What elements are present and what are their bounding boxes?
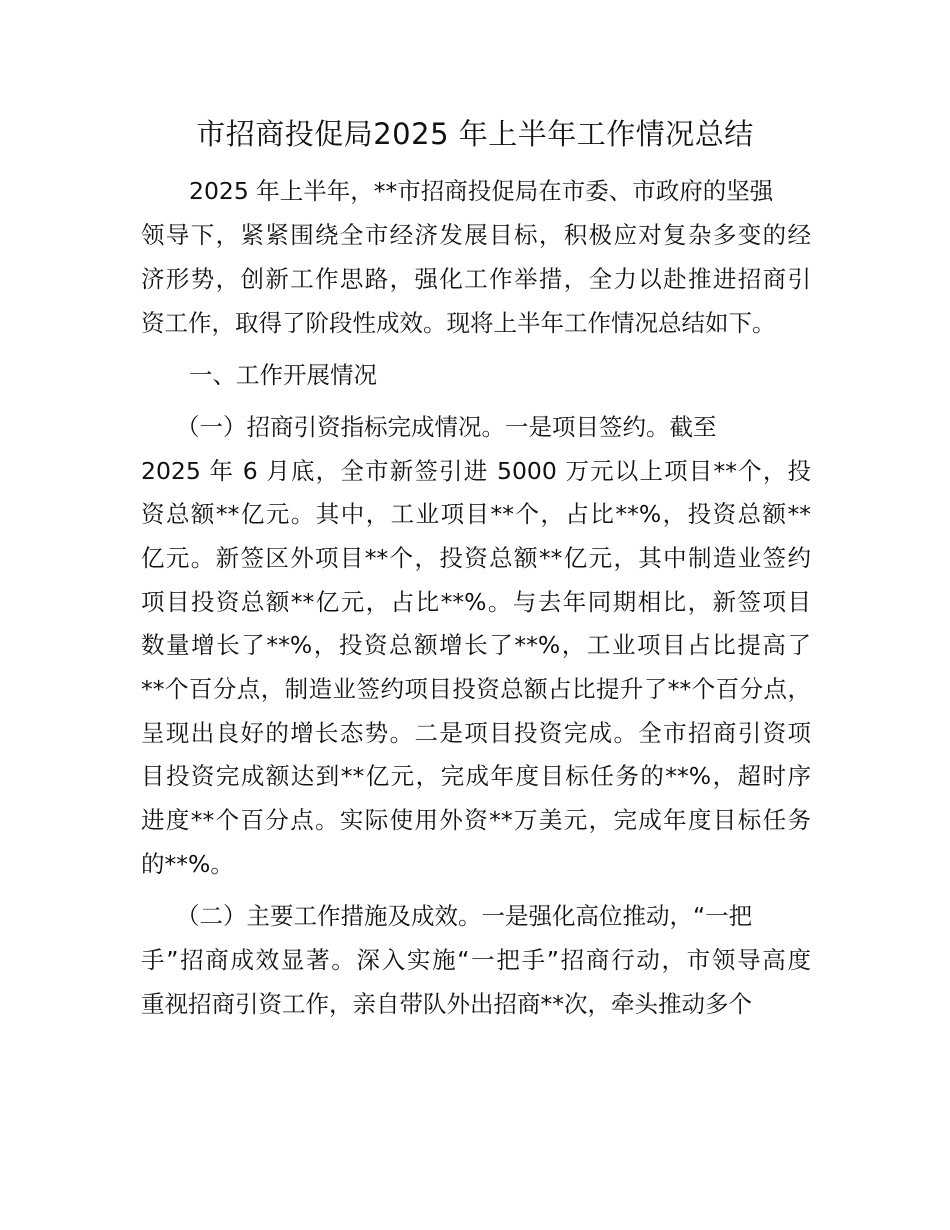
subsection-heading-line: （一）招商引资指标完成情况。一是项目签约。截至: [176, 413, 717, 441]
paragraph-line: 济形势，创新工作思路，强化工作举措，全力以赴推进招商引: [141, 265, 811, 293]
paragraph-line: 资工作，取得了阶段性成效。现将上半年工作情况总结如下。: [141, 309, 776, 337]
paragraph-line: 进度**个百分点。实际使用外资**万美元，完成年度目标任务: [141, 806, 811, 834]
paragraph-line: 亿元。新签区外项目**个，投资总额**亿元，其中制造业签约: [141, 544, 811, 572]
paragraph-line: 的**%。: [141, 850, 234, 878]
section-heading: 一、工作开展情况: [189, 361, 377, 389]
paragraph-line: 领导下，紧紧围绕全市经济发展目标，积极应对复杂多变的经: [141, 221, 811, 249]
paragraph-line: 项目投资总额**亿元，占比**%。与去年同期相比，新签项目: [141, 588, 811, 616]
paragraph-line: 目投资完成额达到**亿元，完成年度目标任务的**%，超时序: [141, 762, 811, 790]
subsection-heading-line: （二）主要工作措施及成效。一是强化高位推动，“一把: [176, 902, 753, 930]
paragraph-line: 手”招商成效显著。深入实施“一把手”招商行动，市领导高度: [141, 946, 811, 974]
paragraph-line: 资总额**亿元。其中，工业项目**个，占比**%，投资总额**: [141, 500, 811, 528]
document-title: 市招商投促局2025 年上半年工作情况总结: [196, 117, 754, 151]
paragraph-line: **个百分点，制造业签约项目投资总额占比提升了**个百分点，: [141, 675, 811, 703]
paragraph-line: 2025 年 6 月底，全市新签引进 5000 万元以上项目**个，投: [141, 457, 811, 485]
paragraph-line: 数量增长了**%，投资总额增长了**%，工业项目占比提高了: [141, 631, 811, 659]
paragraph-line: 重视招商引资工作，亲自带队外出招商**次，牵头推动多个: [141, 990, 752, 1018]
paragraph-line: 2025 年上半年，**市招商投促局在市委、市政府的坚强: [189, 177, 774, 205]
paragraph-line: 呈现出良好的增长态势。二是项目投资完成。全市招商引资项: [141, 719, 811, 747]
